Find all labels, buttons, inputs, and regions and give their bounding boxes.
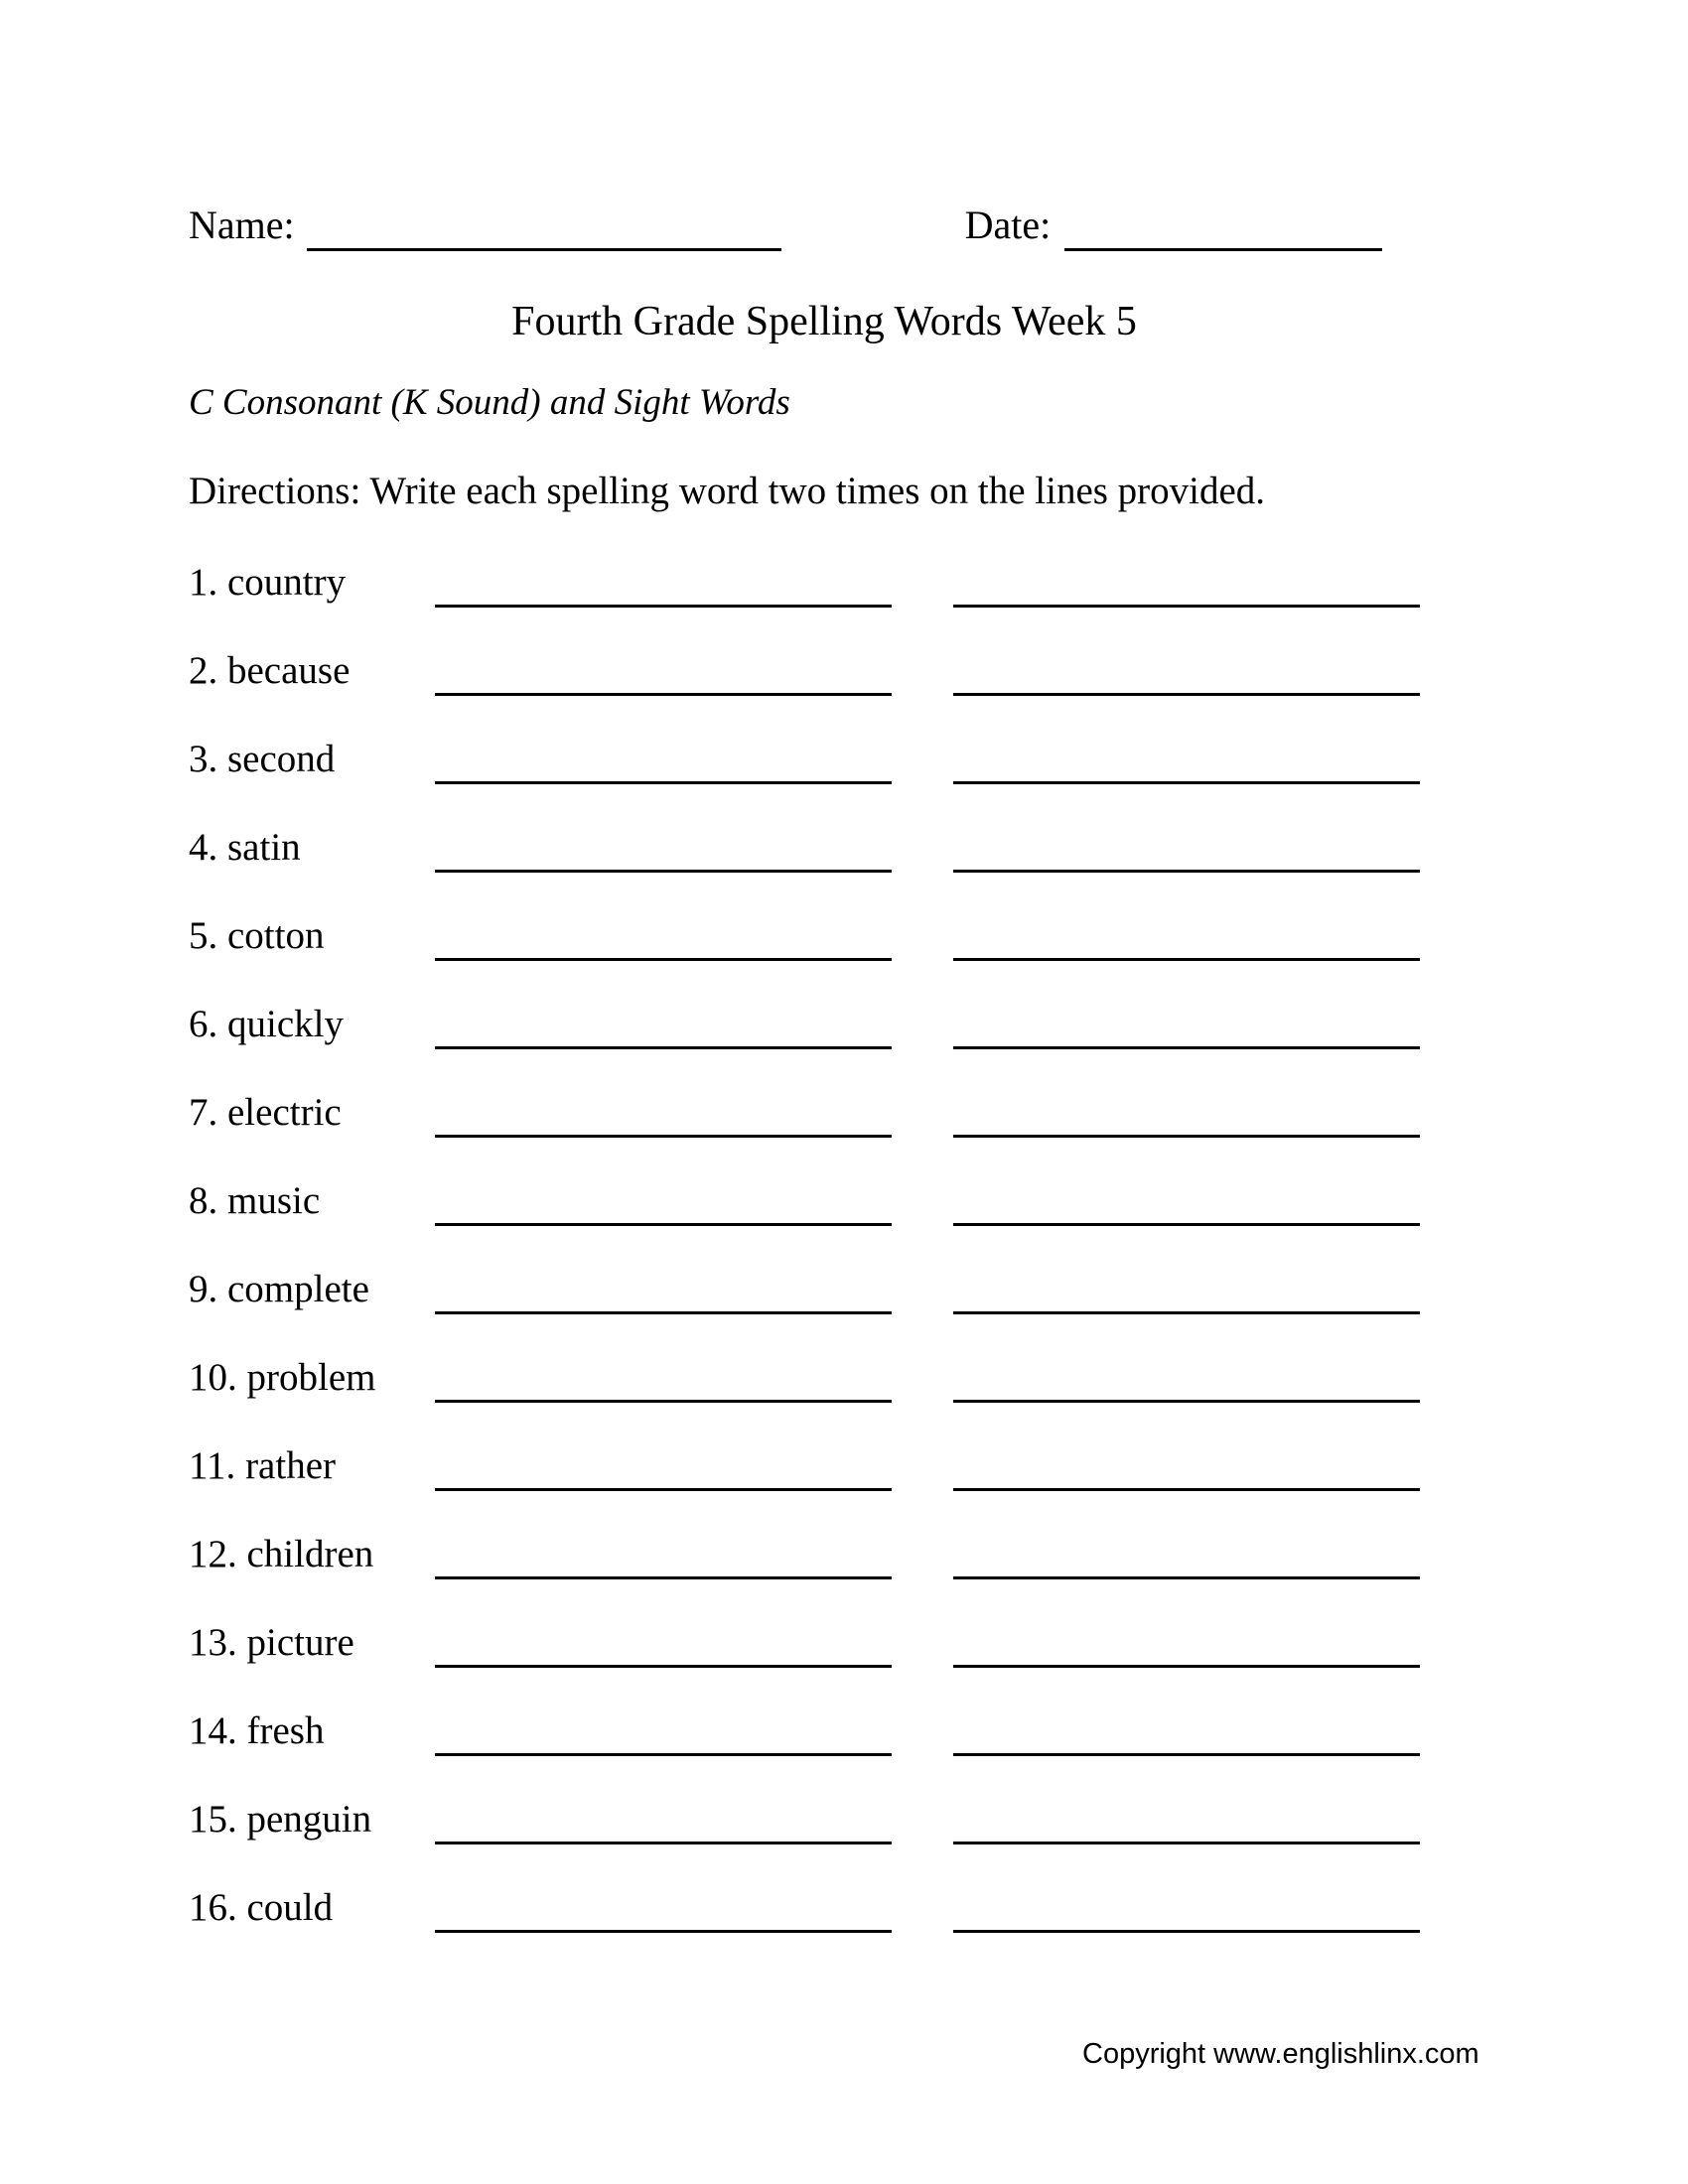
word-text: rather <box>245 1444 336 1487</box>
word-row <box>189 563 1460 602</box>
practice-blank-line-1[interactable] <box>435 1046 892 1049</box>
word-row <box>189 1093 1460 1132</box>
word-number: 4. <box>189 826 218 869</box>
header-row <box>189 204 1460 247</box>
word-label-group <box>189 1535 435 1573</box>
word-label-group <box>189 1800 435 1839</box>
word-label-group <box>189 740 435 778</box>
word-row <box>189 1358 1460 1397</box>
practice-blank-line-2[interactable] <box>953 1046 1420 1049</box>
practice-blank-line-2[interactable] <box>953 1576 1420 1579</box>
practice-blank-line-2[interactable] <box>953 693 1420 696</box>
practice-blank-line-1[interactable] <box>435 1223 892 1226</box>
word-number: 11. <box>189 1444 236 1487</box>
practice-blank-line-1[interactable] <box>435 693 892 696</box>
practice-blank-line-1[interactable] <box>435 1311 892 1314</box>
practice-blank-line-2[interactable] <box>953 1311 1420 1314</box>
practice-blank-line-1[interactable] <box>435 958 892 961</box>
word-label-group <box>189 1623 435 1662</box>
directions-text: Directions: Write each spelling word two times on the lines provided. <box>189 470 1266 512</box>
practice-blank-line-2[interactable] <box>953 1400 1420 1403</box>
word-number: 7. <box>189 1091 218 1134</box>
word-label-group <box>189 916 435 955</box>
word-row <box>189 1535 1460 1573</box>
date-label: Date: <box>964 203 1052 247</box>
word-text: country <box>227 561 347 604</box>
practice-blank-line-2[interactable] <box>953 1753 1420 1756</box>
practice-blank-line-2[interactable] <box>953 605 1420 608</box>
word-text: fresh <box>246 1709 325 1752</box>
word-row <box>189 1800 1460 1839</box>
word-label-group <box>189 651 435 690</box>
word-label-group <box>189 828 435 867</box>
page-title: Fourth Grade Spelling Words Week 5 <box>511 299 1137 344</box>
word-text: complete <box>227 1268 369 1310</box>
practice-blank-line-1[interactable] <box>435 870 892 873</box>
practice-blank-line-1[interactable] <box>435 1842 892 1844</box>
word-row <box>189 828 1460 867</box>
word-label-group <box>189 1270 435 1308</box>
word-number: 8. <box>189 1179 218 1222</box>
practice-blank-line-1[interactable] <box>435 1488 892 1491</box>
practice-blank-line-2[interactable] <box>953 1223 1420 1226</box>
word-number: 10. <box>189 1356 237 1399</box>
practice-blank-line-1[interactable] <box>435 605 892 608</box>
word-label-group <box>189 1711 435 1750</box>
word-number: 14. <box>189 1709 237 1752</box>
practice-blank-line-2[interactable] <box>953 781 1420 784</box>
practice-blank-line-2[interactable] <box>953 1488 1420 1491</box>
word-row <box>189 1711 1460 1750</box>
word-row <box>189 1623 1460 1662</box>
word-label-group <box>189 563 435 602</box>
word-row <box>189 1181 1460 1220</box>
name-blank-line[interactable] <box>307 248 781 251</box>
practice-blank-line-1[interactable] <box>435 1930 892 1933</box>
word-label-group <box>189 1093 435 1132</box>
copyright-text: Copyright www.englishlinx.com <box>1082 2038 1479 2070</box>
word-text: problem <box>246 1356 376 1399</box>
practice-blank-line-1[interactable] <box>435 1665 892 1668</box>
word-number: 1. <box>189 561 218 604</box>
word-text: quickly <box>227 1003 344 1045</box>
word-row <box>189 1446 1460 1485</box>
word-text: could <box>246 1886 334 1929</box>
word-row <box>189 916 1460 955</box>
word-row <box>189 740 1460 778</box>
practice-blank-line-2[interactable] <box>953 1842 1420 1844</box>
word-row <box>189 651 1460 690</box>
word-number: 5. <box>189 914 218 957</box>
word-label-group <box>189 1005 435 1043</box>
lesson-subtitle: C Consonant (K Sound) and Sight Words <box>189 382 790 423</box>
word-row <box>189 1005 1460 1043</box>
word-number: 9. <box>189 1268 218 1310</box>
word-number: 6. <box>189 1003 218 1045</box>
word-label-group <box>189 1446 435 1485</box>
word-number: 12. <box>189 1533 237 1575</box>
word-text: second <box>227 738 336 780</box>
practice-blank-line-2[interactable] <box>953 1930 1420 1933</box>
word-number: 3. <box>189 738 218 780</box>
practice-blank-line-1[interactable] <box>435 1135 892 1138</box>
word-number: 15. <box>189 1798 237 1841</box>
word-number: 16. <box>189 1886 237 1929</box>
word-number: 2. <box>189 649 218 692</box>
word-label-group <box>189 1888 435 1927</box>
word-row <box>189 1270 1460 1308</box>
word-label-group <box>189 1181 435 1220</box>
word-text: children <box>246 1533 374 1575</box>
word-number: 13. <box>189 1621 237 1664</box>
name-label: Name: <box>189 203 295 247</box>
word-text: because <box>227 649 351 692</box>
word-text: satin <box>227 826 301 869</box>
word-text: electric <box>227 1091 342 1134</box>
practice-blank-line-2[interactable] <box>953 958 1420 961</box>
word-list <box>189 563 1460 1927</box>
word-row <box>189 1888 1460 1927</box>
practice-blank-line-2[interactable] <box>953 1135 1420 1138</box>
practice-blank-line-2[interactable] <box>953 870 1420 873</box>
date-blank-line[interactable] <box>1064 248 1382 251</box>
practice-blank-line-2[interactable] <box>953 1665 1420 1668</box>
practice-blank-line-1[interactable] <box>435 781 892 784</box>
word-text: cotton <box>227 914 325 957</box>
practice-blank-line-1[interactable] <box>435 1576 892 1579</box>
word-text: penguin <box>246 1798 372 1841</box>
practice-blank-line-1[interactable] <box>435 1753 892 1756</box>
word-text: picture <box>246 1621 354 1664</box>
practice-blank-line-1[interactable] <box>435 1400 892 1403</box>
word-text: music <box>227 1179 321 1222</box>
word-label-group <box>189 1358 435 1397</box>
